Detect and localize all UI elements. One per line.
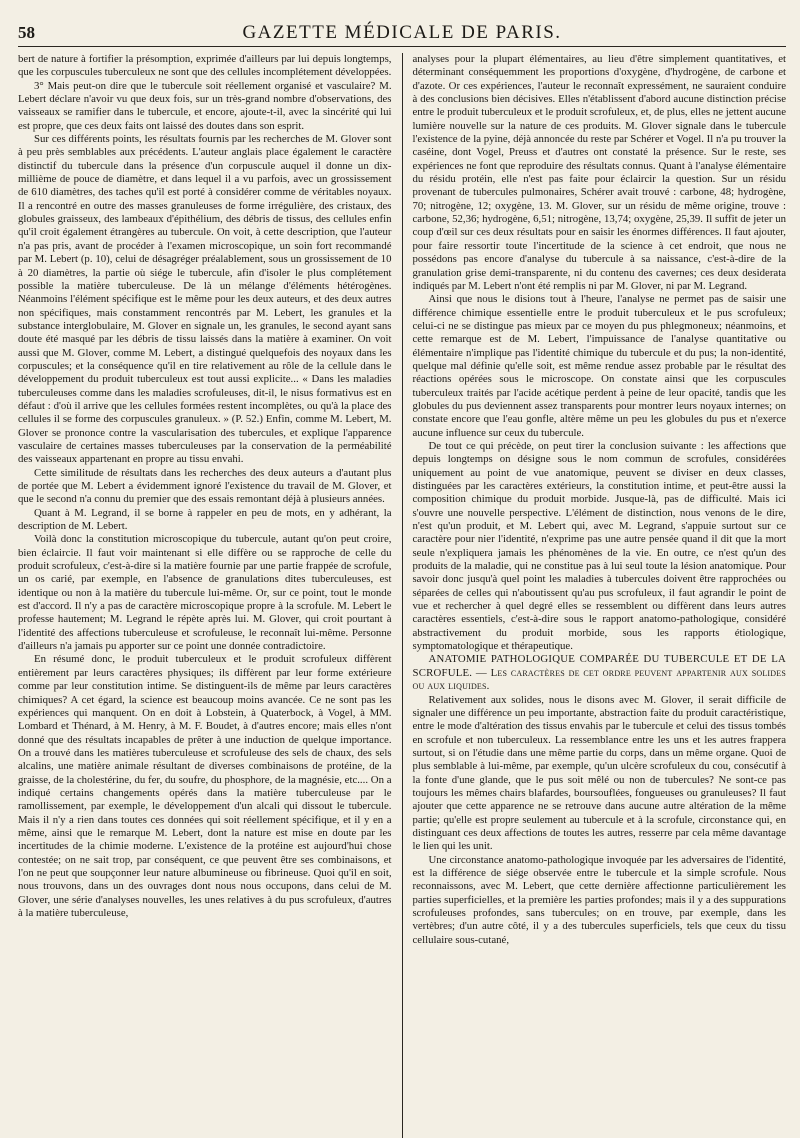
- paragraph: En résumé donc, le produit tuberculeux et le produit scrofuleux diffèrent entièrement par leurs caractères physiques; ils diffèrent par leur forme extérieure comme par leur constitution intime. Se distinguent-ils de même par leurs caractères chimiques? A cet égard, la science est beaucoup moins avancée. Ce ne sont pas les expériences qui manquent. On en doit à Lobstein, à Quaterbock, à Vogel, à MM. Lombard et Thénard, à M. Henry, à M. F. Boudet, à d'autres encore; mais elles n'ont donné que des résultats incapables de prêter à une induction de quelque importance. On a trouvé dans les matières tuberculeuse et scrofuleuse des sels de chaux, des sels alcalins, une matière animale résultant de diverses combinaisons de protéine, de la graisse, de la cholestérine, du fer, du soufre, du phosphore, de la magnésie, etc.... On a indiqué certains changements opérés dans la matière tuberculeuse par le ramollissement, par exemple, le développement d'un alcali qui dissout le tubercule. Mais il n'y a rien dans toutes ces données qui soit réellement spécifique, et il y en a même, ainsi que le remarque M. Lebert, dont la nature est mise en doute par les incertitudes de la chimie moderne. L'existence de la protéine est aujourd'hui chose contestée; on ne sait trop, par conséquent, ce que peuvent être ses combinaisons, et l'on ne peut que soupçonner leur nature albumineuse ou fibrineuse. Quoi qu'il en soit, nous trouvons, dans un des ouvrages dont nous nous occupons, dans celui de M. Glover, une série d'analyses nouvelles, les unes relatives à du pus scrofuleux, d'autres à la matière tuberculeuse,: [18, 653, 392, 919]
- paragraph: De tout ce qui précède, on peut tirer la conclusion suivante : les affections que depuis longtemps on désigne sous le nom commun de scrofules, considérées uniquement au point de vue anatomique, peuvent se diviser en deux classes, distinguées par les caractères extérieurs, la constitution intime, et peut-être aussi la composition chimique du produit morbide. Jusque-là, pas de difficulté. Mais ici s'ouvre une nouvelle perspective. L'élément de distinction, nous venons de le dire, n'est qu'un produit, et M. Lebert qui, avec M. Legrand, s'appuie surtout sur ce caractère pour nier l'identité, n'exprime pas une autre pensée quand il dit que la mort seule n'expliquera jamais les phénomènes de la vie. En outre, ce n'est qu'un des produits de la maladie, qui ne constitue pas à lui seul toute la lésion anatomique. Pour savoir donc jusqu'à quel point les maladies à tubercules doivent être rapprochées ou séparées de celles qui n'aboutissent qu'au pus scrofuleux, il faut agrandir le point de vue et rechercher à quel degré elles se ressemblent ou diffèrent dans leurs autres caractères essentiels, c'est-à-dire sous le rapport anatomo-pathologique, considéré abstractivement du produit morbide, sous les rapports étiologique, symptomatologique et thérapeutique.: [412, 439, 786, 653]
- paragraph: Sur ces différents points, les résultats fournis par les recherches de M. Glover sont à peu près semblables aux précédents. L'auteur anglais place également le caractère distinctif du tubercule dans la présence d'un corpuscule auquel il donne un dix-millième de pouce de diamètre, et dans lequel il a vu parfois, avec un grossissement de 610 diamètres, des taches qu'il est porté à considérer comme de véritables noyaux. Il a rencontré en outre des masses granuleuses de forme irrégulière, des cristaux, des globules graisseux, des lambeaux d'épithélium, des débris de tissus, des cellules enfin qu'il croit également étrangères au tubercule. On voit, à cette description, que l'auteur n'a pas pris, avant de procéder à l'examen microscopique, un soin fort recommandé par M. Lebert (p. 10), celui de désagréger préalablement, sous un grossissement de 10 à 20 diamètres, la partie où siége le tubercule, afin d'isoler le plus complétement possible la matière tuberculeuse. De là un mélange d'éléments hétérogènes. Néanmoins l'élément spécifique est le même pour les deux auteurs, et des deux autres non spécifiques, mais constamment rencontrés par M. Lebert, les granules et la substance interglobulaire, M. Glover en signale un, les granules, le second ayant sans doute été masqué par les débris de tissu laissés dans la matière à examiner. On voit aussi que M. Glover, comme M. Lebert, a distingué quelquefois des noyaux dans les corpuscules; et la conséquence qu'il en tire relativement au rôle de la cellule dans le développement du produit tuberculeux est tout aussi explicite... « Dans les maladies tuberculeuses comme dans les maladies scrofuleuses, dit-il, le nisus formativus est en défaut : d'où il arrive que les cellules formées restent incomplètes, ou qu'à la place des cellules il se forme des corpuscules granuleux. » (P. 52.) Enfin, comme M. Lebert, M. Glover se prononce contre la vascularisation des tubercules, et explique l'apparence vasculaire de certaines masses tuberculeuses par la conservation de la perméabilité des vaisseaux appartenant en propre au tissu envahi.: [18, 133, 392, 466]
- paragraph: Quant à M. Legrand, il se borne à rappeler en peu de mots, en y adhérant, la description de M. Lebert.: [18, 506, 392, 533]
- paragraph: Une circonstance anatomo-pathologique invoquée par les adversaires de l'identité, est la différence de siége observée entre le tubercule et la simple scrofule. Nous reconnaissons, avec M. Lebert, que cette dernière affectionne particulièrement les parties superficielles, et la première les parties profondes; mais il y a des suppurations scrofuleuses profondes, sans tubercules; on en trouve, par exemple, dans les vertèbres; d'un autre côté, il y a des tubercules superficiels, tels que ceux du tissu cellulaire sous-cutané,: [412, 853, 786, 946]
- left-column: [18, 53, 400, 1138]
- paragraph: Relativement aux solides, nous le disons avec M. Glover, il serait difficile de signaler une différence un peu importante, abstraction faite du produit caractéristique, entre le mode d'altération des tissus envahis par le tubercule et celui des tissus tombés en scrofule et non tuberculeux. La ressemblance entre les uns et les autres frappera surtout, si on l'étudie dans une même partie du corps, dans un même organe. Quoi de plus semblable à lui-même, par exemple, qu'un ulcère scrofuleux du cou, consécutif à la fonte d'une glande, que le pus soit mêlé ou non de tubercules? Ne sont-ce pas toujours les mêmes chairs blafardes, boursouflées, fongueuses ou granuleuses? Il faut ajouter que cette apparence ne se retrouve dans aucune autre altération de la même partie; qu'elle est propre seulement au tubercule et à la scrofule, circonstance qui, en distinguant ces deux affections de toutes les autres, resserre par cela même davantage le lien qui les unit.: [412, 693, 786, 853]
- paragraph: analyses pour la plupart élémentaires, au lieu d'être simplement quantitatives, et déterminant conséquemment les proportions d'oxygène, d'hydrogène, de carbone et d'azote. Or ces expériences, l'auteur le reconnaît expressément, ne sauraient conduire à des conclusions bien décisives. Elles n'établissent d'abord aucune distinction précise entre le produit tuberculeux et le produit scrofuleux, et, de plus, elles ne jettent aucune lumière nouvelle sur la nature de ces produits. M. Glover signale dans le tubercule l'existence de la pyine, déjà annoncée du reste par Schérer et Vogel. Il n'a pu trouver la caséine, dont Vogel, Preuss et d'autres ont constaté la présence. Sur le reste, ses expériences ne font que reproduire des résultats connus. Quant à l'analyse élémentaire du résidu protéin, elle n'est pas faite pour éclaircir la question. Sur un résidu provenant de tubercules pulmonaires, Schérer avait trouvé : carbone, 48; hydrogène, 70; nitrogène, 12; oxygène, 13. M. Glover, sur un résidu de même origine, trouve : carbone, 52,36; hydrogène, 6,51; nitrogène, 13,74; oxygène, 25,39. Il suffit de jeter un coup d'œil sur ces deux résultats pour en saisir les énormes différences. Il faut ajouter, pour faire ressortir toute l'incertitude de la science à cet endroit, que nous ne possédons pas encore d'analyse du tubercule à sa naissance, c'est-à-dire de la granulation grise demi-transparente, ni du contenu des cavernes; ces deux desiderata indiqués par M. Lebert n'ont été remplis ni par M. Glover, ni par M. Legrand.: [412, 53, 786, 292]
- page-number: 58: [18, 23, 35, 42]
- column-divider: [402, 53, 403, 1138]
- paragraph: bert de nature à fortifier la présomption, exprimée d'ailleurs par lui depuis longtemps, que les corpuscules tuberculeux ne sont que des cellules incomplétement développées.: [18, 53, 392, 79]
- paragraph: Cette similitude de résultats dans les recherches des deux auteurs a d'autant plus de portée que M. Lebert a évidemment ignoré l'existence du travail de M. Glover, et que le second n'a connu du premier que des essais remontant déjà à plusieurs années.: [18, 466, 392, 506]
- paragraph: Ainsi que nous le disions tout à l'heure, l'analyse ne permet pas de saisir une différence chimique essentielle entre le produit tuberculeux et le pus scrofuleux; celui-ci ne se distingue pas mieux par ce moyen du pus phlegmoneux; néanmoins, et cette remarque est de M. Lebert, l'impuissance de l'analyse quantitative ou élémentaire n'implique pas l'identité chimique du tubercule et du pus; la non-identité, quelque mal définie qu'elle soit, est même rendue assez probable par le résultat des réactions opérées sous le microscope. On constate ainsi que les corpuscules tuberculeux traités par l'acide acétique perdent à peine de leur opacité, tandis que les globules du pus deviennent assez transparents pour montrer leurs noyaux internes; on constate encore que l'eau gonfle, altère même un peu les globules du pus et n'exerce aucune influence sur ceux du tubercule.: [412, 293, 786, 439]
- journal-title: GAZETTE MÉDICALE DE PARIS.: [242, 22, 562, 43]
- paragraph: 3° Mais peut-on dire que le tubercule soit réellement organisé et vasculaire? M. Lebert déclare n'avoir vu que deux fois, sur un très-grand nombre d'observations, des vaisseaux se ramifier dans le tubercule, et encore, ajoute-t-il, avec la sincérité qui lui est propre, que ces deux faits ont laissé des doutes dans son esprit.: [18, 79, 392, 132]
- paragraph: Voilà donc la constitution microscopique du tubercule, autant qu'on peut croire, bien éclaircie. Il faut voir maintenant si elle diffère ou se rapproche de celle du produit scrofuleux, c'est-à-dire si la matière fournie par une partie frappée de scrofule, un os carié, par exemple, en l'absence de granulations dites tuberculeuses, est identique ou non à la matière du tubercule lui-même. Or, sur ce point, tout le monde est d'accord. Il n'y a pas de caractère microscopique propre à la scrofule. M. Lebert le professe hautement; M. Legrand le répète après lui. M. Glover, qui croit pourtant à l'identité des affections tuberculeuse et scrofuleuse, le reconnaît lui-même. Personne d'ailleurs n'a jamais pu apporter sur ce point une donnée contradictoire.: [18, 533, 392, 653]
- right-column: [404, 53, 786, 1138]
- text-columns: [18, 53, 786, 1138]
- page-header: [18, 22, 786, 47]
- section-heading-paragraph: ANATOMIE PATHOLOGIQUE COMPARÉE DU TUBERCULE ET DE LA SCROFULE. — Les caractères de cet ordre peuvent appartenir aux solides ou aux liquides.: [412, 653, 786, 693]
